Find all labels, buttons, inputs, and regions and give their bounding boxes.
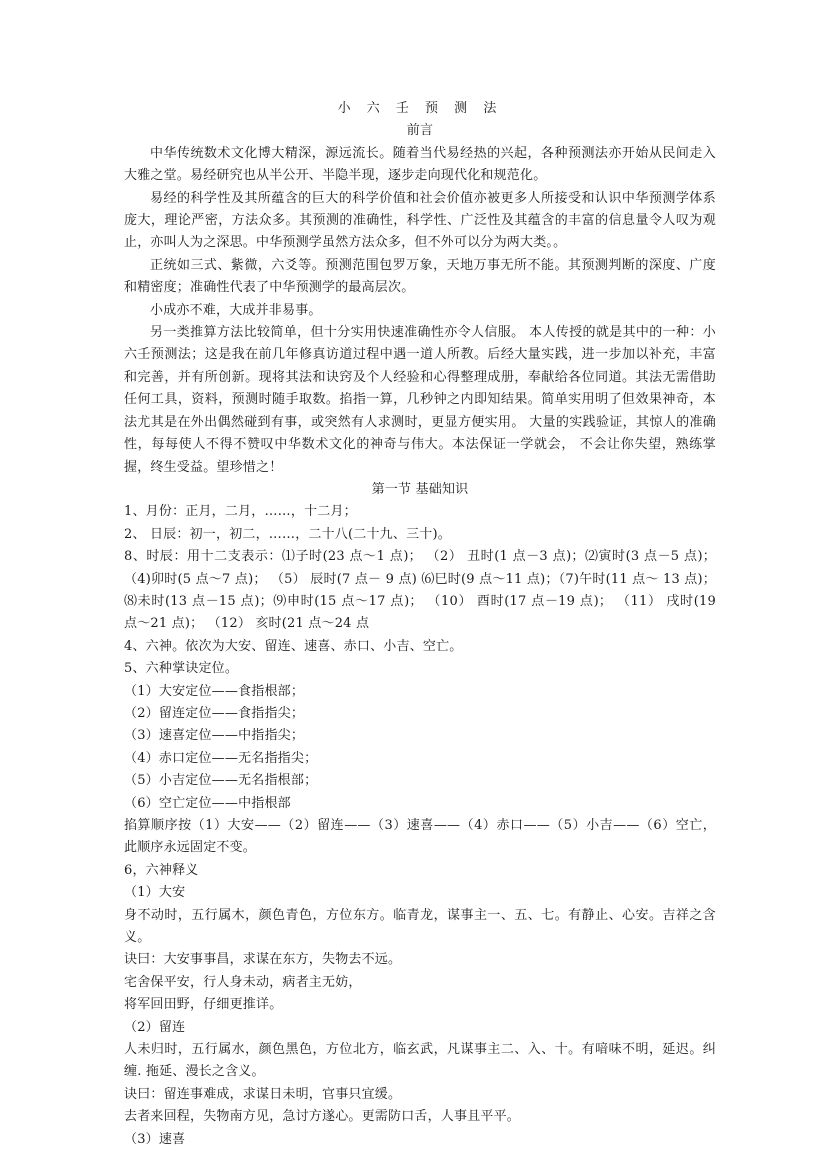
list-item: （1）大安 xyxy=(124,885,186,901)
list-item: （3）速喜 xyxy=(124,1131,186,1147)
preface-paragraph: 小成亦不难，大成并非易事。 xyxy=(150,302,322,318)
list-item: 4、六神。依次为大安、留连、速喜、赤口、小吉、空亡。 xyxy=(124,638,463,654)
list-item: （2）留连 xyxy=(124,1019,186,1035)
preface-paragraph: 正统如三式、紫微，六爻等。预测范围包罗万象，天地万事无所不能。其预测判断的深度、广度和精密度；准确性代表了中华预测学的最高层次。 xyxy=(124,257,716,296)
list-item: 将军回田野，仔细更推详。 xyxy=(124,997,283,1013)
list-item: 身不动时，五行属木，颜色青色，方位东方。临青龙，谋事主一、五、七。有静止、心安。吉祥之含义。 xyxy=(124,907,716,946)
list-item: 人未归时，五行属水，颜色黑色，方位北方，临玄武，凡谋事主二、入、十。有喑味不明，延迟。纠缠. 拖延、漫长之含义。 xyxy=(124,1042,716,1080)
list-item: 8、时辰：用十二支表示：⑴子时(23 点～1 点)； （2） 丑时(1 点－3 点)；⑵寅时(3 点－5 点)；（4)卯时(5 点～7 点)； （5） 辰时(7 点－ 9 点) ⑹巳时(9 点～11 点)；（7)午时(11 点～ 13 点)；⑻未时(13 点－15 点)；⑼申时(15 点～17 点)； （10） 酉时(17 点－19 点)； （11） 戌时(19 点～21 点)； （12） 亥时(21 点～24 点 xyxy=(124,549,716,632)
preface-heading: 前言 xyxy=(406,123,434,139)
document-body xyxy=(124,98,716,1151)
list-item: （5）小吉定位——无名指根部； xyxy=(124,773,318,789)
preface-paragraph: 易经的科学性及其所蕴含的巨大的科学价值和社会价值亦被更多人所接受和认识中华预测学体系庞大，理论严密，方法众多。其预测的准确性，科学性、广泛性及其蕴含的丰富的信息量令人叹为观止，亦叫人为之深思。中华预测学虽然方法众多，但不外可以分为两大类。。 xyxy=(124,190,716,251)
section-heading: 第一节 基础知识 xyxy=(371,481,469,497)
list-item: （4）赤口定位——无名指指尖； xyxy=(124,750,318,766)
document-title: 小 六 壬 预 测 法 xyxy=(337,101,503,116)
list-item: （1）大安定位——食指根部； xyxy=(124,683,305,699)
list-item: 诀曰：大安事事昌，求谋在东方，失物去不远。 xyxy=(124,952,402,968)
list-item: 5、六种掌诀定位。 xyxy=(124,661,239,677)
list-item: （6）空亡定位——中指根部 xyxy=(124,795,291,811)
list-item: （3）速喜定位——中指指尖； xyxy=(124,728,305,744)
list-item: 去者来回程，失物南方见，急讨方遂心。更需防口舌，人事且平平。 xyxy=(124,1109,521,1125)
list-item: 宅舍保平安，行人身未动，病者主无妨， xyxy=(124,974,362,990)
list-item: 掐算顺序按（1）大安——（2）留连——（3）速喜——（4）赤口——（5）小吉——（6）空亡，此顺序永远固定不变。 xyxy=(124,818,716,856)
list-item: 6，六神释义 xyxy=(124,862,199,878)
list-item: 2、 日辰：初一，初二，……，二十八(二十九、三十)。 xyxy=(124,526,451,542)
preface-paragraph: 另一类推算方法比较简单，但十分实用快速准确性亦令人信服。 本人传授的就是其中的一种：小六壬预测法；这是我在前几年修真访道过程中遇一道人所教。后经大量实践，进一步加以补充，丰富和完善，并有所创新。现将其法和诀窍及个人经验和心得整理成册，奉献给各位同道。其法无需借助任何工具，资料，预测时随手取数。掐指一算，几秒钟之内即知结果。简单实用明了但效果神奇，本法尤其是在外出偶然碰到有事，或突然有人求测时，更显方便实用。 大量的实践验证，其惊人的准确性，每每使人不得不赞叹中华数术文化的神奇与伟大。本法保证一学就会， 不会让你失望，熟练掌握，终生受益。望珍惜之！ xyxy=(124,325,716,475)
list-item: （2）留连定位——食指指尖； xyxy=(124,705,305,721)
list-item: 1、月份：正月，二月，……，十二月； xyxy=(124,504,357,520)
preface-paragraph: 中华传统数术文化博大精深，源远流长。随着当代易经热的兴起，各种预测法亦开始从民间走入大雅之堂。易经研究也从半公开、半隐半现，逐步走向现代化和规范化。 xyxy=(124,145,716,184)
list-item: 诀曰：留连事难成，求谋日未明，官事只宜缓。 xyxy=(124,1086,402,1102)
